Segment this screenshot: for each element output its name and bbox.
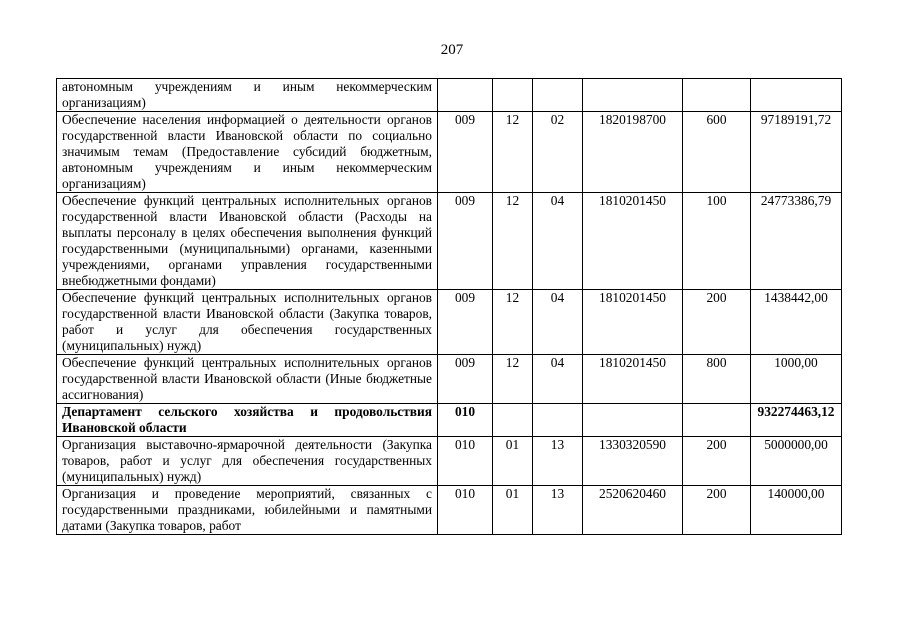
cell-subsection-code: 04 — [533, 355, 583, 404]
cell-description: Обеспечение функций центральных исполнительных органов государственной власти Ивановской области (Закупка товаров, работ и услуг для обеспечения государственных (муниципальных) нужд) — [57, 290, 438, 355]
cell-target-article: 1810201450 — [583, 193, 683, 290]
cell-section-code: 12 — [493, 193, 533, 290]
cell-subsection-code: 04 — [533, 290, 583, 355]
cell-section-code: 12 — [493, 355, 533, 404]
cell-subsection-code: 13 — [533, 437, 583, 486]
cell-target-article: 1330320590 — [583, 437, 683, 486]
cell-subsection-code — [533, 79, 583, 112]
cell-expense-type: 600 — [683, 112, 751, 193]
cell-expense-type: 200 — [683, 437, 751, 486]
table-row — [57, 355, 842, 404]
cell-target-article: 1810201450 — [583, 290, 683, 355]
cell-amount: 1000,00 — [751, 355, 842, 404]
table-row — [57, 193, 842, 290]
cell-section-code: 12 — [493, 112, 533, 193]
cell-description: Департамент сельского хозяйства и продовольствия Ивановской области — [57, 404, 438, 437]
cell-amount: 1438442,00 — [751, 290, 842, 355]
cell-description: Организация и проведение мероприятий, связанных с государственными праздниками, юбилейными и памятными датами (Закупка товаров, работ — [57, 486, 438, 535]
cell-ministry-code: 010 — [438, 437, 493, 486]
cell-amount: 97189191,72 — [751, 112, 842, 193]
cell-expense-type: 800 — [683, 355, 751, 404]
table-row — [57, 437, 842, 486]
cell-target-article: 2520620460 — [583, 486, 683, 535]
table-row — [57, 404, 842, 437]
cell-amount: 5000000,00 — [751, 437, 842, 486]
cell-expense-type — [683, 404, 751, 437]
cell-description: Организация выставочно-ярмарочной деятельности (Закупка товаров, работ и услуг для обеспечения государственных (муниципальных) нужд) — [57, 437, 438, 486]
table-body — [57, 79, 842, 535]
cell-target-article: 1810201450 — [583, 355, 683, 404]
cell-section-code — [493, 79, 533, 112]
cell-subsection-code: 13 — [533, 486, 583, 535]
cell-expense-type: 200 — [683, 486, 751, 535]
cell-target-article: 1820198700 — [583, 112, 683, 193]
table-row — [57, 486, 842, 535]
cell-expense-type — [683, 79, 751, 112]
cell-subsection-code: 04 — [533, 193, 583, 290]
cell-description: автономным учреждениям и иным некоммерческим организациям) — [57, 79, 438, 112]
cell-section-code: 01 — [493, 486, 533, 535]
cell-description: Обеспечение населения информацией о деятельности органов государственной власти Ивановской области по социально значимым темам (Предоставление субсидий бюджетным, автономным учреждениям и иным некоммерческим организациям) — [57, 112, 438, 193]
cell-section-code: 01 — [493, 437, 533, 486]
cell-target-article — [583, 79, 683, 112]
cell-section-code — [493, 404, 533, 437]
cell-expense-type: 100 — [683, 193, 751, 290]
cell-description: Обеспечение функций центральных исполнительных органов государственной власти Ивановской области (Расходы на выплаты персоналу в целях обеспечения выполнения функций государственными (муниципальными) органами, казенными учреждениями, органами управления государственными внебюджетными фондами) — [57, 193, 438, 290]
cell-subsection-code — [533, 404, 583, 437]
cell-ministry-code: 010 — [438, 404, 493, 437]
cell-subsection-code: 02 — [533, 112, 583, 193]
cell-amount: 140000,00 — [751, 486, 842, 535]
table-row — [57, 79, 842, 112]
cell-ministry-code: 009 — [438, 112, 493, 193]
budget-table — [56, 78, 842, 535]
cell-amount: 24773386,79 — [751, 193, 842, 290]
cell-expense-type: 200 — [683, 290, 751, 355]
cell-amount: 932274463,12 — [751, 404, 842, 437]
cell-description: Обеспечение функций центральных исполнительных органов государственной власти Ивановской области (Иные бюджетные ассигнования) — [57, 355, 438, 404]
table-row — [57, 112, 842, 193]
cell-ministry-code: 009 — [438, 193, 493, 290]
cell-ministry-code: 010 — [438, 486, 493, 535]
cell-amount — [751, 79, 842, 112]
cell-ministry-code — [438, 79, 493, 112]
table-row — [57, 290, 842, 355]
cell-target-article — [583, 404, 683, 437]
page-number: 207 — [440, 42, 464, 58]
cell-section-code: 12 — [493, 290, 533, 355]
cell-ministry-code: 009 — [438, 355, 493, 404]
cell-ministry-code: 009 — [438, 290, 493, 355]
